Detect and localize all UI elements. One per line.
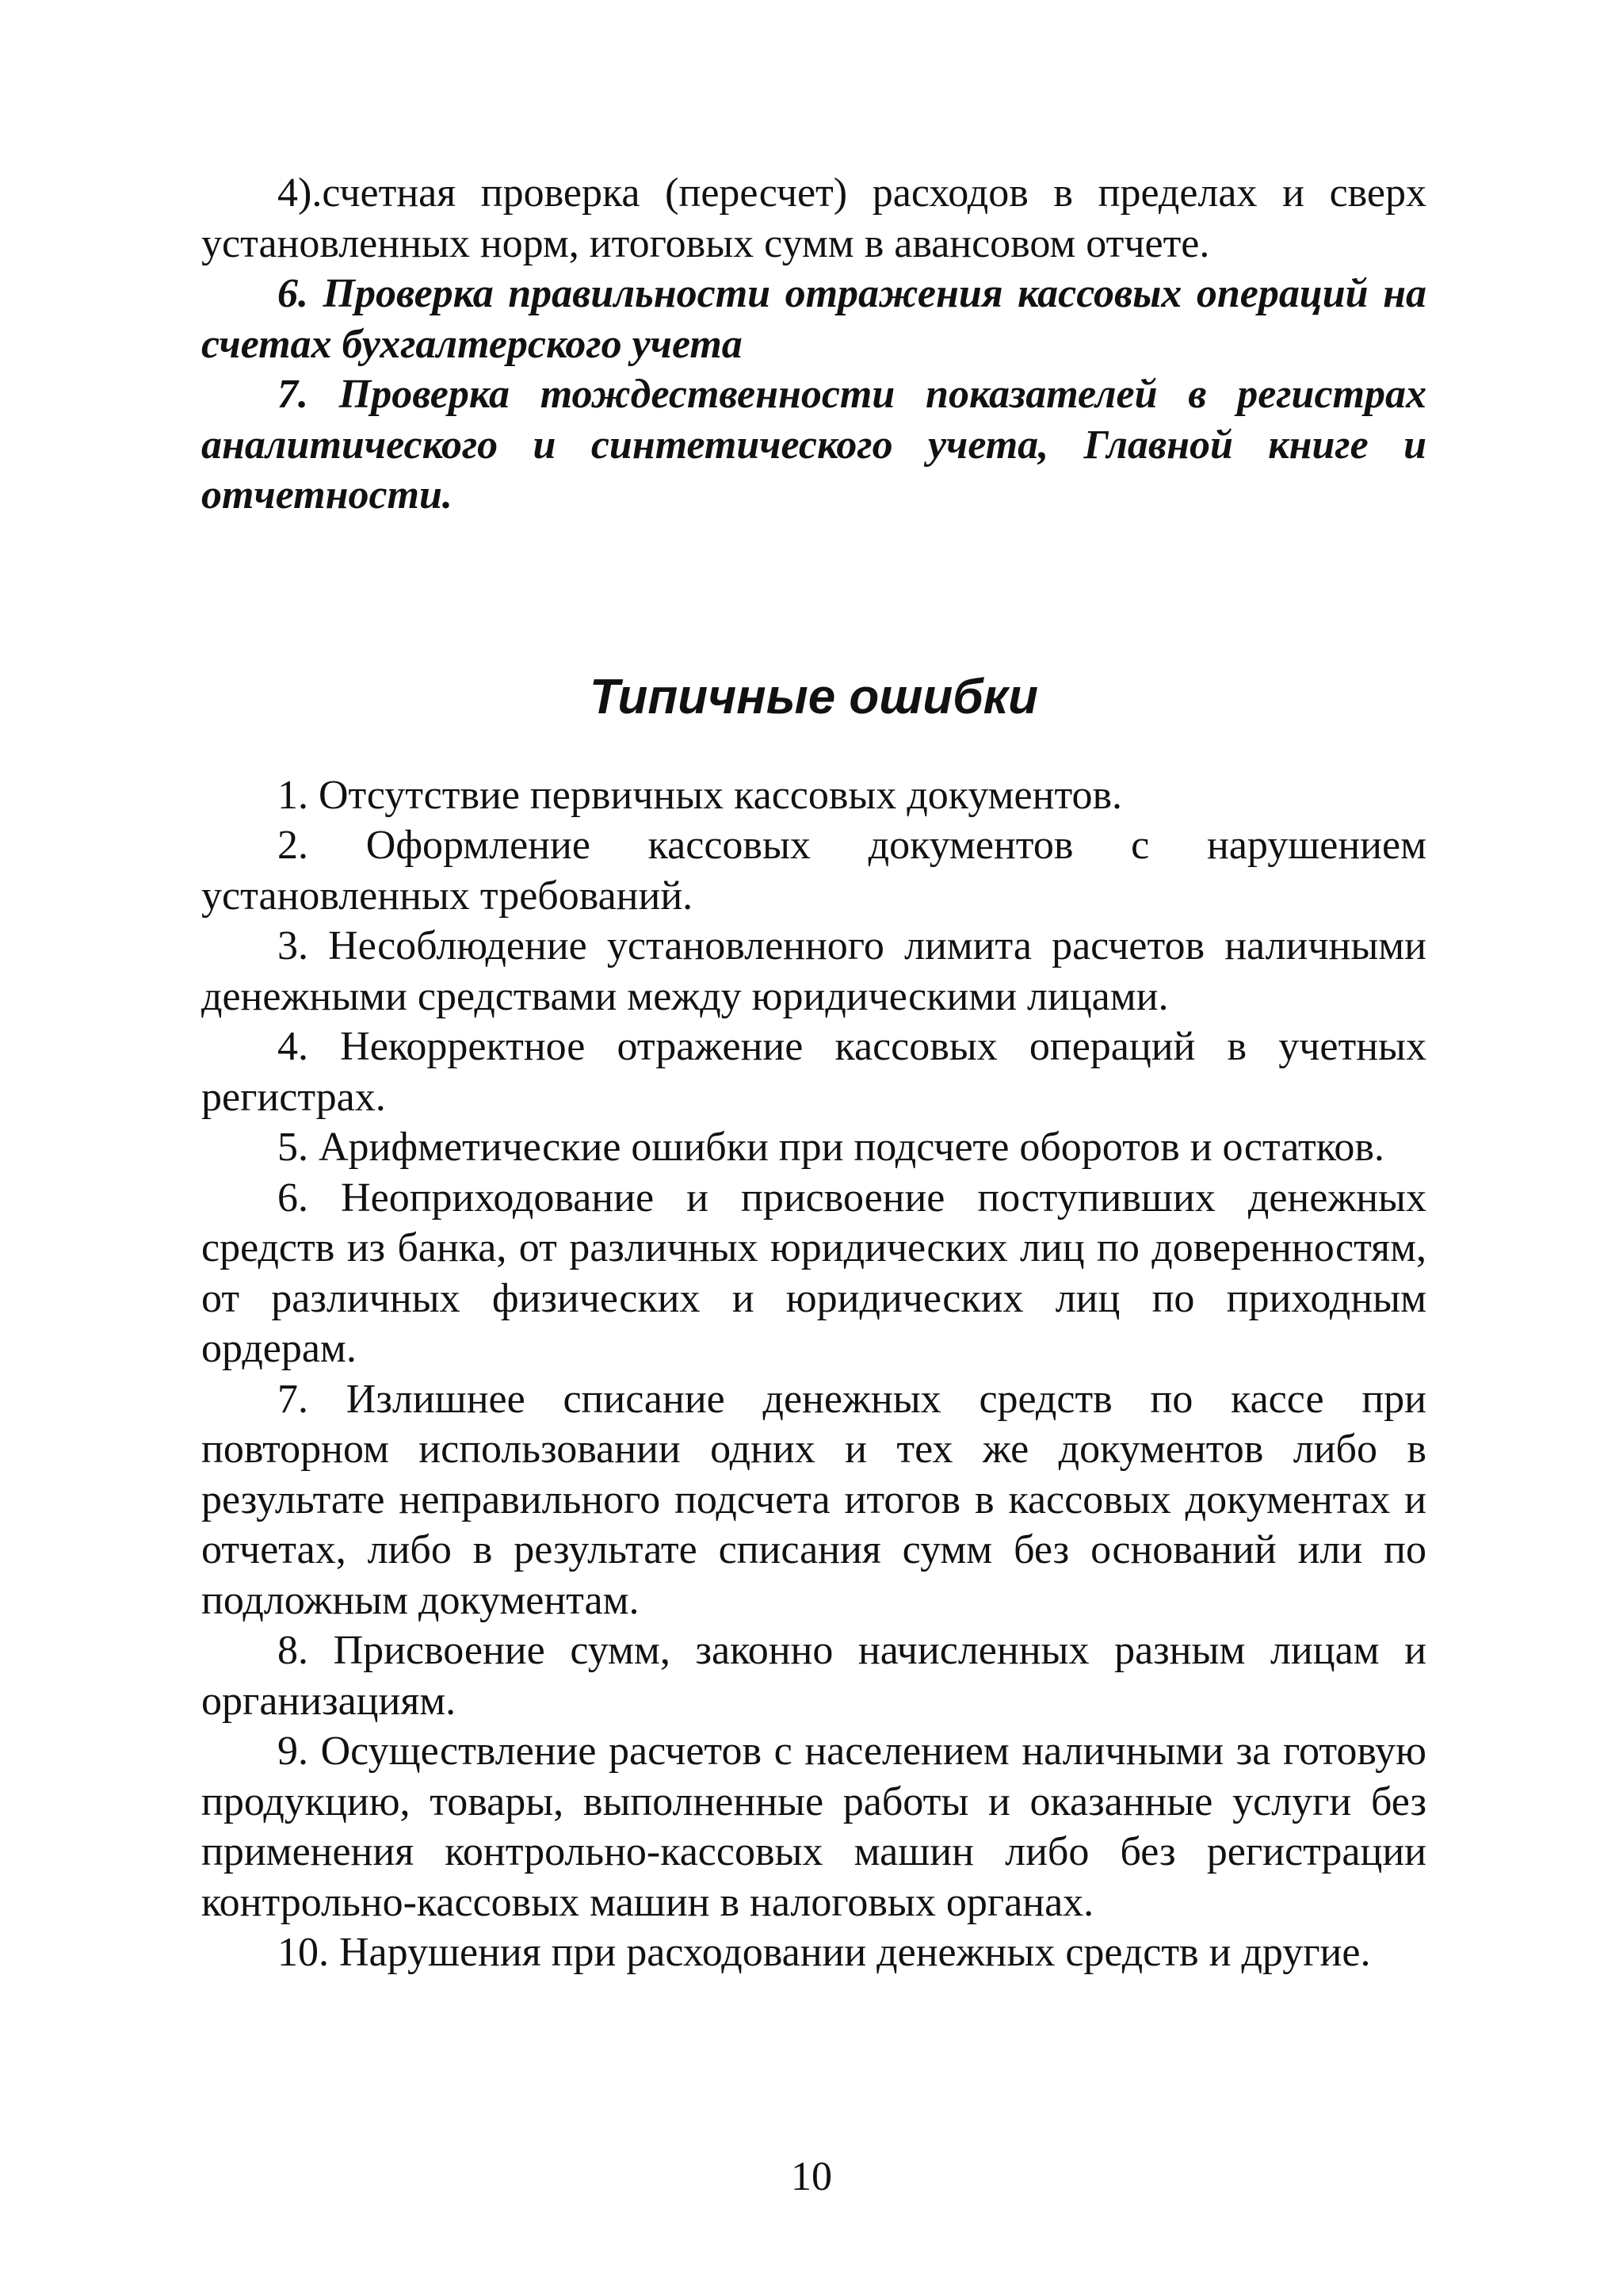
section-heading: Типичные ошибки (590, 669, 1038, 724)
error-item-1: 1. Отсутствие первичных кассовых документов. (277, 772, 1123, 818)
error-item-5: 5. Арифметические ошибки при подсчете оборотов и остатков. (277, 1125, 1384, 1170)
page-body (201, 168, 1426, 1978)
typical-errors-list (201, 770, 1426, 1978)
check-item-6: 6. Проверка правильности отражения кассовых операций на счетах бухгалтерского учета (201, 271, 1426, 367)
error-item-6: 6. Неоприходование и присвоение поступивших денежных средств из банка, от различных юридических лиц по доверенностям, от различных физических и юридических лиц по приходным ордерам. (201, 1175, 1426, 1371)
error-item-10: 10. Нарушения при расходовании денежных средств и другие. (277, 1930, 1371, 1975)
check-item-7: 7. Проверка тождественности показателей в регистрах аналитического и синтетического учета, Главной книге и отчетности. (201, 372, 1426, 518)
check-item-4: 4).счетная проверка (пересчет) расходов в пределах и сверх установленных норм, итоговых сумм в авансовом отчете. (201, 170, 1426, 266)
error-item-7: 7. Излишнее списание денежных средств по кассе при повторном использовании одних и тех же документов либо в результате неправильного подсчета итогов в кассовых документах и отчетах, либо в результате списания сумм без оснований или по подложным документам. (201, 1376, 1426, 1623)
error-item-4: 4. Некорректное отражение кассовых операций в учетных регистрах. (201, 1024, 1426, 1120)
error-item-3: 3. Несоблюдение установленного лимита расчетов наличными денежными средствами между юридическими лицами. (201, 923, 1426, 1019)
error-item-2: 2. Оформление кассовых документов с нарушением установленных требований. (201, 823, 1426, 919)
error-item-8: 8. Присвоение сумм, законно начисленных разным лицам и организациям. (201, 1628, 1426, 1724)
error-item-9: 9. Осуществление расчетов с населением наличными за готовую продукцию, товары, выполненные работы и оказанные услуги без применения контрольно-кассовых машин либо без регистрации контрольно-кассовых машин в налоговых органах. (201, 1729, 1426, 1925)
page-number: 10 (791, 2154, 832, 2199)
